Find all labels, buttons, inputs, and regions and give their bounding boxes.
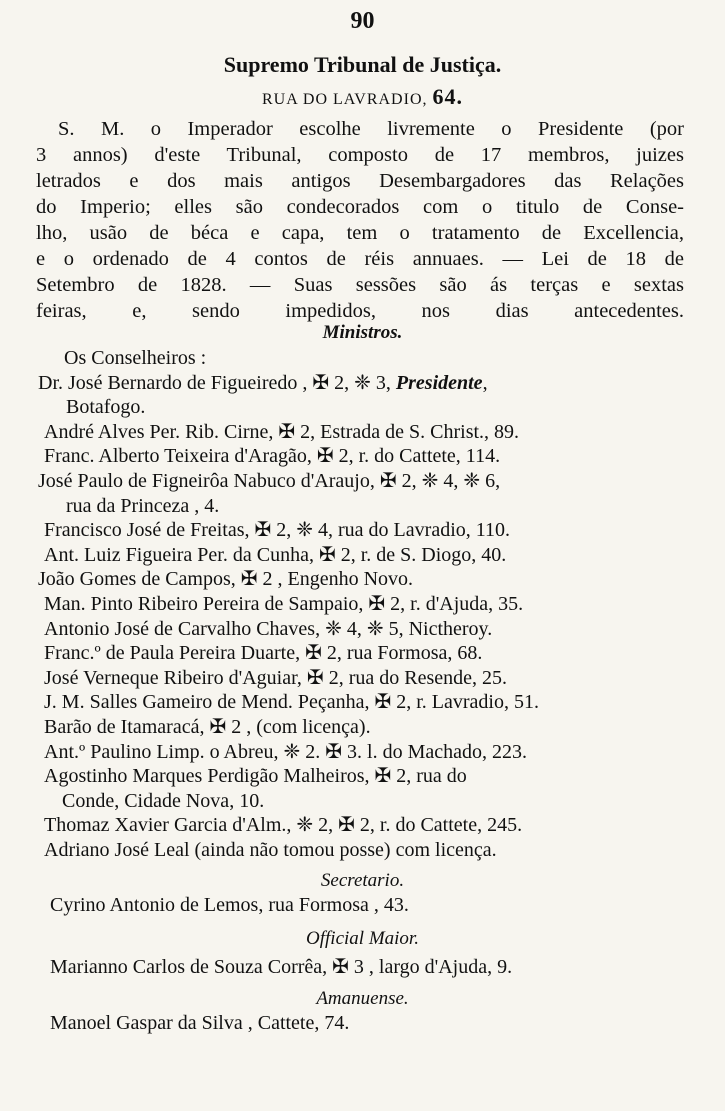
list-item: Conde, Cidade Nova, 10. [62,789,265,812]
list-item: José Verneque Ribeiro d'Aguiar, ✠ 2, rua do Resende, 25. [44,666,507,689]
list-item: Adriano José Leal (ainda não tomou posse) com licença. [44,838,497,861]
intro-line: S. M. o Imperador escolhe livremente o Presidente (por [58,118,684,140]
intro-line: letrados e dos mais antigos Desembargadores das Relações [36,170,684,192]
list-item: rua da Princeza , 4. [66,494,220,517]
list-item: Antonio José de Carvalho Chaves, ❈ 4, ❈ 5, Nictheroy. [44,617,493,640]
page-number: 90 [350,8,375,34]
intro-line: e o ordenado de 4 contos de réis annuaes. — Lei de 18 de [36,248,684,270]
list-item: Franc. Alberto Teixeira d'Aragão, ✠ 2, r. do Cattete, 114. [44,445,501,468]
amanuense-entry: Manoel Gaspar da Silva , Cattete, 74. [50,1012,350,1034]
list-item: Barão de Itamaracá, ✠ 2 , (com licença). [44,715,371,738]
list-item: Agostinho Marques Perdigão Malheiros, ✠ 2, rua do [44,765,467,788]
list-item: J. M. Salles Gameiro de Mend. Peçanha, ✠ 2, r. Lavradio, 51. [44,691,539,714]
list-item: Man. Pinto Ribeiro Pereira de Sampaio, ✠ 2, r. d'Ajuda, 35. [44,592,524,615]
conselheiros-label: Os Conselheiros : [64,347,207,369]
secretario-entry: Cyrino Antonio de Lemos, rua Formosa , 43. [50,894,409,916]
list-item: Franc.º de Paula Pereira Duarte, ✠ 2, rua Formosa, 68. [44,642,483,665]
section-header-official-maior: Official Maior. [306,928,419,949]
official-maior-entry: Marianno Carlos de Souza Corrêa, ✠ 3 , largo d'Ajuda, 9. [50,956,513,978]
section-header-ministros: Ministros. [322,322,403,343]
section-header-amanuense: Amanuense. [316,988,409,1009]
address-street: RUA DO LAVRADIO, [262,91,428,108]
president-role: Presidente [395,371,483,394]
intro-line: do Imperio; elles são condecorados com o titulo de Conse- [36,196,684,218]
ministros-list [38,346,688,862]
president-location: Botafogo. [66,396,146,419]
president-entry [38,371,688,396]
section-header-secretario: Secretario. [320,870,405,891]
page-title: Supremo Tribunal de Justiça. [223,52,502,77]
intro-line: feiras, e, sendo impedidos, nos dias antecedentes. [36,300,684,322]
list-item: Ant. Luiz Figueira Per. da Cunha, ✠ 2, r. de S. Diogo, 40. [44,543,507,566]
intro-paragraph [36,116,684,324]
intro-line: Setembro de 1828. — Suas sessões são ás terças e sextas [36,274,684,296]
intro-line: 3 annos) d'este Tribunal, composto de 17 membros, juizes [36,144,684,166]
president-trailing: , [482,371,488,394]
address-number: 64. [432,84,463,109]
address-line [0,84,725,110]
intro-line: lho, usão de béca e capa, tem o tratamento de Excellencia, [36,222,684,244]
president-name: Dr. José Bernardo de Figueiredo , ✠ 2, ❈ 3, [38,371,391,394]
list-item: João Gomes de Campos, ✠ 2 , Engenho Novo. [38,568,414,591]
list-item: José Paulo de Figneirôa Nabuco d'Araujo, ✠ 2, ❈ 4, ❈ 6, [38,469,501,492]
list-item: André Alves Per. Rib. Cirne, ✠ 2, Estrada de S. Christ., 89. [44,420,520,443]
list-item: Ant.º Paulino Limp. o Abreu, ❈ 2. ✠ 3. l. do Machado, 223. [44,740,528,763]
list-item: Francisco José de Freitas, ✠ 2, ❈ 4, rua do Lavradio, 110. [44,519,511,542]
list-item: Thomaz Xavier Garcia d'Alm., ❈ 2, ✠ 2, r. do Cattete, 245. [44,814,523,837]
